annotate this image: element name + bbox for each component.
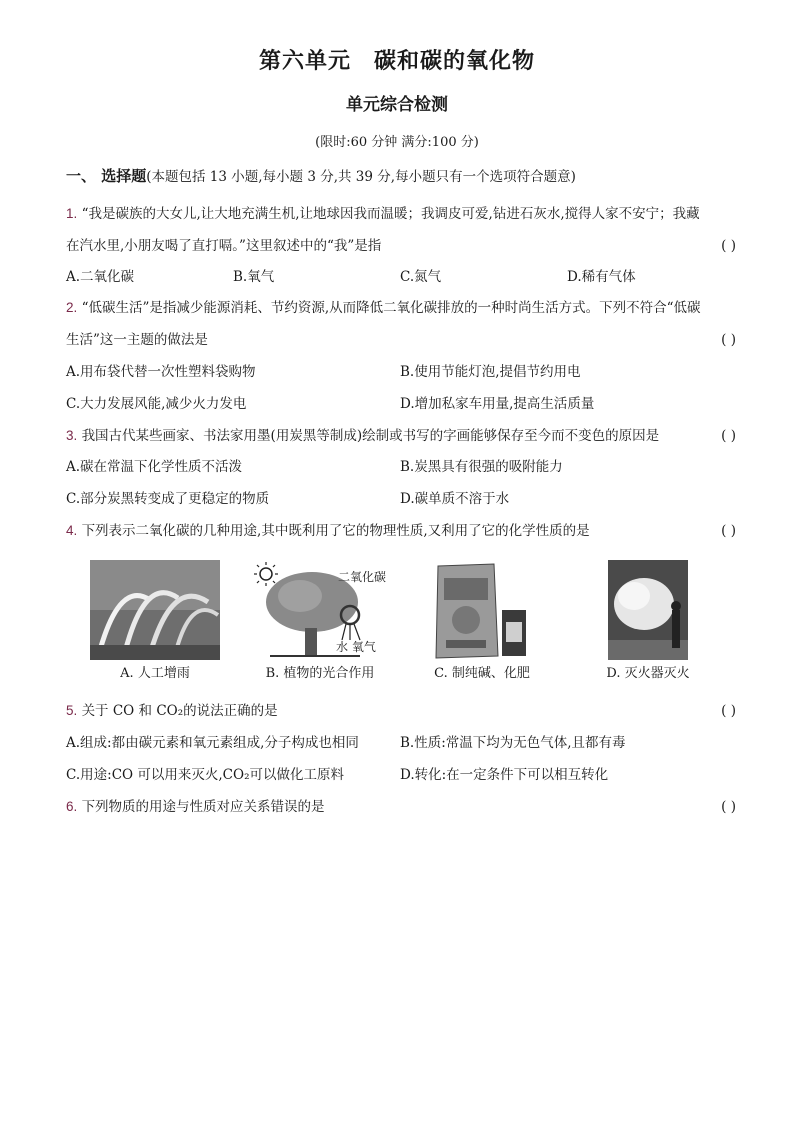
section-title: 一、 选择题 bbox=[66, 167, 147, 185]
question-number: 5. bbox=[66, 703, 78, 718]
page-title: 第六单元 碳和碳的氧化物 bbox=[258, 48, 535, 74]
q3-option-d: D.碳单质不溶于水 bbox=[400, 491, 510, 507]
image-fire-extinguisher bbox=[608, 560, 688, 664]
question-number: 4. bbox=[66, 523, 78, 538]
answer-paren: ( ) bbox=[721, 428, 736, 444]
q1-option-b: B.氧气 bbox=[233, 269, 275, 285]
question-1-line-2: 在汽水里,小朋友喝了直打嗝。”这里叙述中的“我”是指 ( ) bbox=[66, 238, 736, 254]
q2-option-c: C.大力发展风能,减少火力发电 bbox=[66, 396, 247, 412]
question-5-line-1: 5. 关于 CO 和 CO₂的说法正确的是 ( ) bbox=[66, 703, 736, 719]
question-number: 1. bbox=[66, 206, 78, 221]
image-fertilizer-bag bbox=[432, 560, 532, 664]
label-co2: 二氧化碳 bbox=[338, 570, 387, 584]
page-subtitle: 单元综合检测 bbox=[346, 95, 448, 115]
caption-d: D. 灭火器灭火 bbox=[606, 666, 690, 681]
caption-c: C. 制纯碱、化肥 bbox=[434, 666, 530, 681]
question-4-line-1: 4. 下列表示二氧化碳的几种用途,其中既利用了它的物理性质,又利用了它的化学性质的是 ( ) bbox=[66, 523, 736, 539]
q2-option-a: A.用布袋代替一次性塑料袋购物 bbox=[66, 364, 256, 380]
answer-paren: ( ) bbox=[721, 238, 736, 254]
question-6-line-1: 6. 下列物质的用途与性质对应关系错误的是 ( ) bbox=[66, 799, 736, 815]
question-1-line-1: 1. “我是碳族的大女儿,让大地充满生机,让地球因我而温暖；我调皮可爱,钻进石灰水,搅得人家不安宁；我藏 bbox=[66, 206, 700, 222]
question-number: 3. bbox=[66, 428, 78, 443]
q3-option-c: C.部分炭黑转变成了更稳定的物质 bbox=[66, 491, 270, 507]
answer-paren: ( ) bbox=[721, 523, 736, 539]
q1-option-c: C.氮气 bbox=[400, 269, 442, 285]
q3-option-b: B.炭黑具有很强的吸附能力 bbox=[400, 459, 563, 475]
section-heading bbox=[66, 165, 576, 186]
question-2-line-2: 生活”这一主题的做法是 ( ) bbox=[66, 332, 736, 348]
question-2-line-1: 2. “低碳生活”是指减少能源消耗、节约资源,从而降低二氧化碳排放的一种时尚生活方式。下列不符合“低碳 bbox=[66, 300, 701, 316]
caption-a: A. 人工增雨 bbox=[120, 666, 190, 681]
label-water-oxygen: 水 氧气 bbox=[336, 640, 376, 654]
q3-option-a: A.碳在常温下化学性质不活泼 bbox=[66, 459, 243, 475]
question-number: 2. bbox=[66, 300, 78, 315]
q1-option-d: D.稀有气体 bbox=[567, 269, 636, 285]
q2-option-b: B.使用节能灯泡,提倡节约用电 bbox=[400, 364, 581, 380]
q5-option-c: C.用途:CO 可以用来灭火,CO₂可以做化工原料 bbox=[66, 767, 344, 783]
time-score-limits: (限时:60 分钟 满分:100 分) bbox=[315, 135, 479, 150]
section-note: (本题包括 13 小题,每小题 3 分,共 39 分,每小题只有一个选项符合题意) bbox=[146, 169, 576, 185]
q5-option-d: D.转化:在一定条件下可以相互转化 bbox=[400, 767, 609, 783]
question-number: 6. bbox=[66, 799, 78, 814]
answer-paren: ( ) bbox=[721, 332, 736, 348]
image-artificial-rain bbox=[90, 560, 220, 664]
q1-option-a: A.二氧化碳 bbox=[66, 269, 135, 285]
caption-b: B. 植物的光合作用 bbox=[265, 666, 375, 681]
answer-paren: ( ) bbox=[721, 799, 736, 815]
question-3-line-1: 3. 我国古代某些画家、书法家用墨(用炭黑等制成)绘制或书写的字画能够保存至今而不变色的原因是 ( ) bbox=[66, 428, 736, 444]
q5-option-b: B.性质:常温下均为无色气体,且都有毒 bbox=[400, 735, 626, 751]
q5-option-a: A.组成:都由碳元素和氧元素组成,分子构成也相同 bbox=[66, 735, 359, 751]
q2-option-d: D.增加私家车用量,提高生活质量 bbox=[400, 396, 595, 412]
answer-paren: ( ) bbox=[721, 703, 736, 719]
